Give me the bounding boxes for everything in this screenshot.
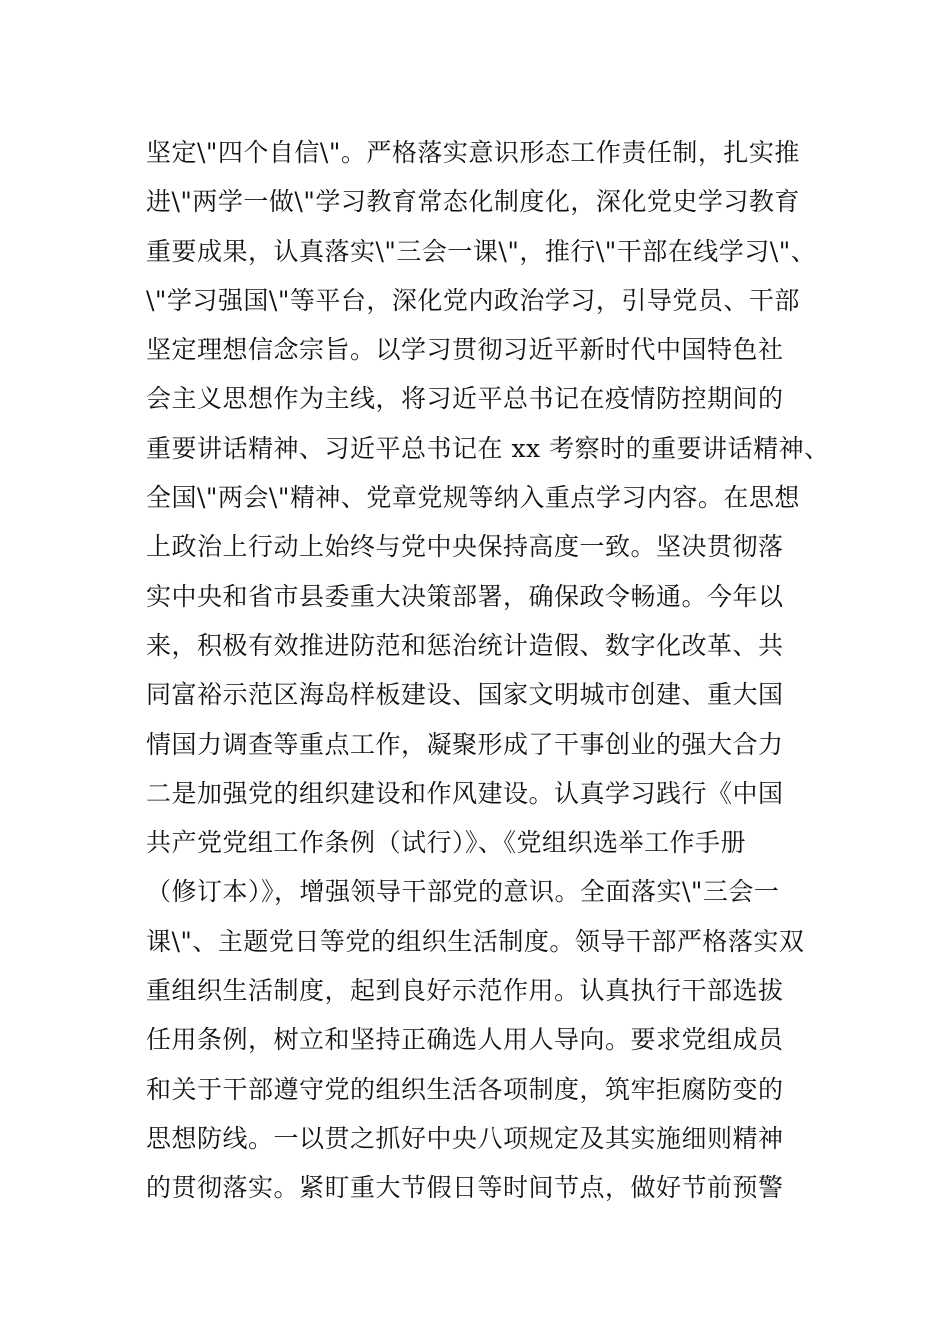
text-line: 全国\"两会\"精神、党章党规等纳入重点学习内容。在思想: [146, 483, 800, 513]
text-line: 实中央和省市县委重大决策部署，确保政令畅通。今年以: [146, 581, 784, 611]
text-line: 思想防线。一以贯之抓好中央八项规定及其实施细则精神: [146, 1123, 784, 1153]
text-line: 重要成果，认真落实\"三会一课\"，推行\"干部在线学习\"、: [146, 236, 817, 266]
text-line: 的贯彻落实。紧盯重大节假日等时间节点，做好节前预警: [146, 1173, 784, 1203]
text-line: 任用条例，树立和坚持正确选人用人导向。要求党组成员: [146, 1025, 784, 1055]
text-line: 共产党党组工作条例（试行）》、《党组织选举工作手册: [146, 828, 747, 858]
text-line: 重组织生活制度，起到良好示范作用。认真执行干部选拔: [146, 976, 784, 1006]
text-line: 和关于干部遵守党的组织生活各项制度，筑牢拒腐防变的: [146, 1074, 784, 1104]
text-line: 重要讲话精神、习近平总书记在 xx 考察时的重要讲话精神、: [146, 433, 830, 463]
text-line: 情国力调查等重点工作，凝聚形成了干事创业的强大合力: [146, 729, 784, 759]
text-line: 坚定理想信念宗旨。以学习贯彻习近平新时代中国特色社: [146, 335, 784, 365]
text-line: 来，积极有效推进防范和惩治统计造假、数字化改革、共: [146, 630, 784, 660]
text-line: 坚定\"四个自信\"。严格落实意识形态工作责任制，扎实推: [146, 138, 800, 167]
text-line: 同富裕示范区海岛样板建设、国家文明城市创建、重大国: [146, 680, 784, 710]
text-line: 二是加强党的组织建设和作风建设。认真学习践行《中国: [146, 778, 784, 808]
body-text: [146, 128, 830, 1213]
text-line: 课\"、主题党日等党的组织生活制度。领导干部严格落实双: [146, 926, 805, 956]
text-line: \"学习强国\"等平台，深化党内政治学习，引导党员、干部: [146, 285, 800, 315]
text-line: 上政治上行动上始终与党中央保持高度一致。坚决贯彻落: [146, 532, 784, 562]
text-line: 会主义思想作为主线，将习近平总书记在疫情防控期间的: [146, 384, 784, 414]
text-line: （修订本）》，增强领导干部党的意识。全面落实\"三会一: [146, 877, 780, 907]
text-line: 进\"两学一做\"学习教育常态化制度化，深化党史学习教育: [146, 187, 800, 217]
